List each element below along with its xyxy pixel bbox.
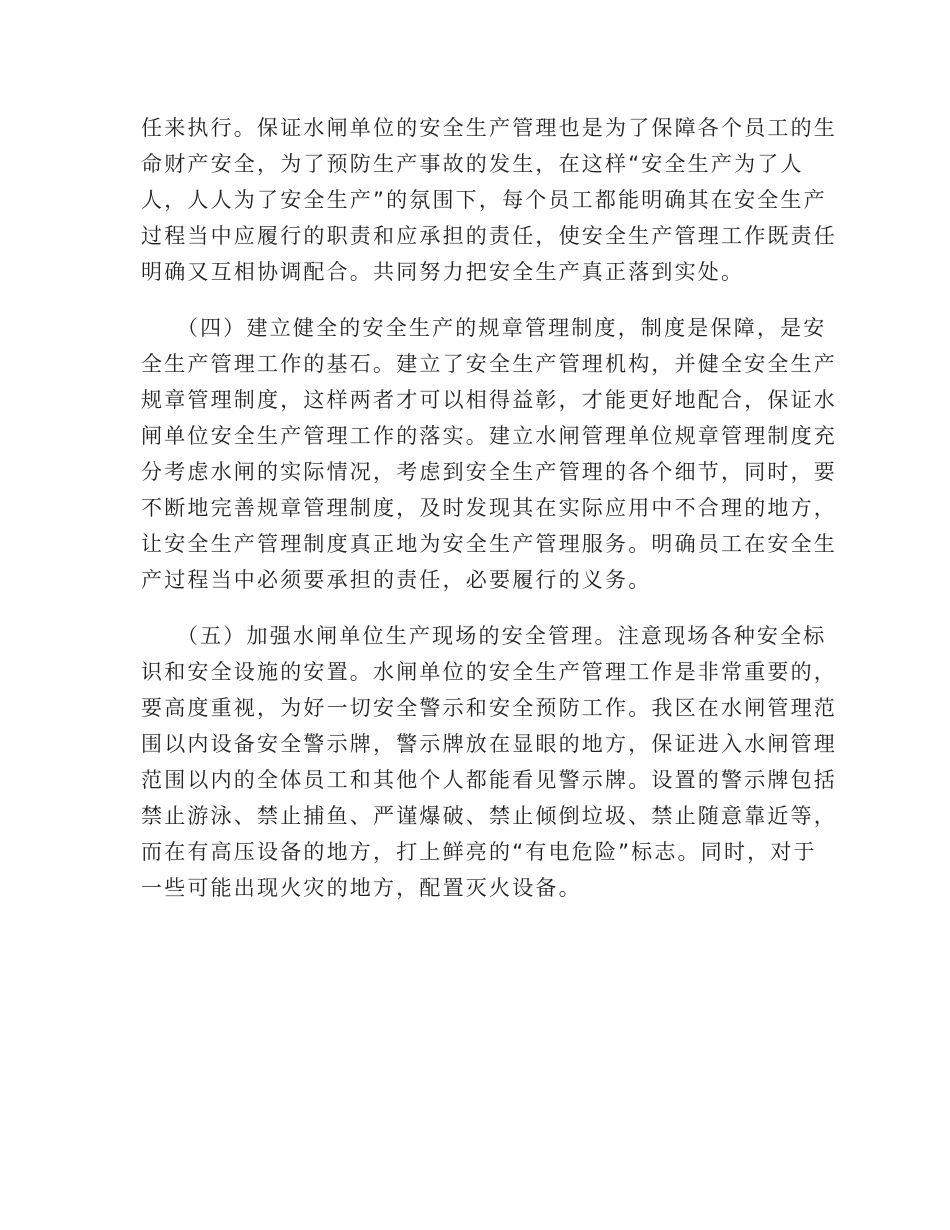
text-line: 让安全生产管理制度真正地为安全生产管理服务。明确员工在安全生 — [141, 532, 837, 556]
text-line: 不断地完善规章管理制度，及时发现其在实际应用中不合理的地方， — [141, 496, 837, 520]
text-line: 规章管理制度，这样两者才可以相得益彰，才能更好地配合，保证水 — [141, 388, 837, 412]
text-line: 命财产安全，为了预防生产事故的发生，在这样“安全生产为了人 — [141, 152, 804, 176]
text-line: 过程当中应履行的职责和应承担的责任，使安全生产管理工作既责任 — [141, 224, 837, 248]
text-line: 任来执行。保证水闸单位的安全生产管理也是为了保障各个员工的生 — [141, 116, 837, 140]
text-line: 识和安全设施的安置。水闸单位的安全生产管理工作是非常重要的， — [141, 660, 837, 684]
text-line: 产过程当中必须要承担的责任，必要履行的义务。 — [141, 568, 652, 592]
text-line: 明确又互相协调配合。共同努力把安全生产真正落到实处。 — [141, 260, 745, 284]
document-body — [141, 110, 837, 906]
text-line: （四）建立健全的安全生产的规章管理制度，制度是保障，是安 — [141, 316, 827, 340]
paragraph-responsibility — [141, 110, 837, 290]
text-line: 人，人人为了安全生产”的氛围下，每个员工都能明确其在安全生产 — [141, 188, 827, 212]
paragraph-site-safety — [141, 618, 837, 906]
text-line: 禁止游泳、禁止捕鱼、严谨爆破、禁止倾倒垃圾、禁止随意靠近等， — [141, 804, 837, 828]
text-line: （五）加强水闸单位生产现场的安全管理。注意现场各种安全标 — [141, 624, 827, 648]
paragraph-rules-system — [141, 310, 837, 598]
text-line: 分考虑水闸的实际情况，考虑到安全生产管理的各个细节，同时，要 — [141, 460, 837, 484]
paragraph-spacer — [141, 598, 799, 618]
text-line: 围以内设备安全警示牌，警示牌放在显眼的地方，保证进入水闸管理 — [141, 732, 837, 756]
text-line: 闸单位安全生产管理工作的落实。建立水闸管理单位规章管理制度充 — [141, 424, 837, 448]
paragraph-spacer — [141, 290, 799, 310]
text-line: 而在有高压设备的地方，打上鲜亮的“有电危险”标志。同时，对于 — [141, 840, 817, 864]
text-line: 一些可能出现火灾的地方，配置灭火设备。 — [141, 876, 582, 900]
text-line: 要高度重视，为好一切安全警示和安全预防工作。我区在水闸管理范 — [141, 696, 837, 720]
text-line: 全生产管理工作的基石。建立了安全生产管理机构，并健全安全生产 — [141, 352, 837, 376]
text-line: 范围以内的全体员工和其他个人都能看见警示牌。设置的警示牌包括 — [141, 768, 837, 792]
